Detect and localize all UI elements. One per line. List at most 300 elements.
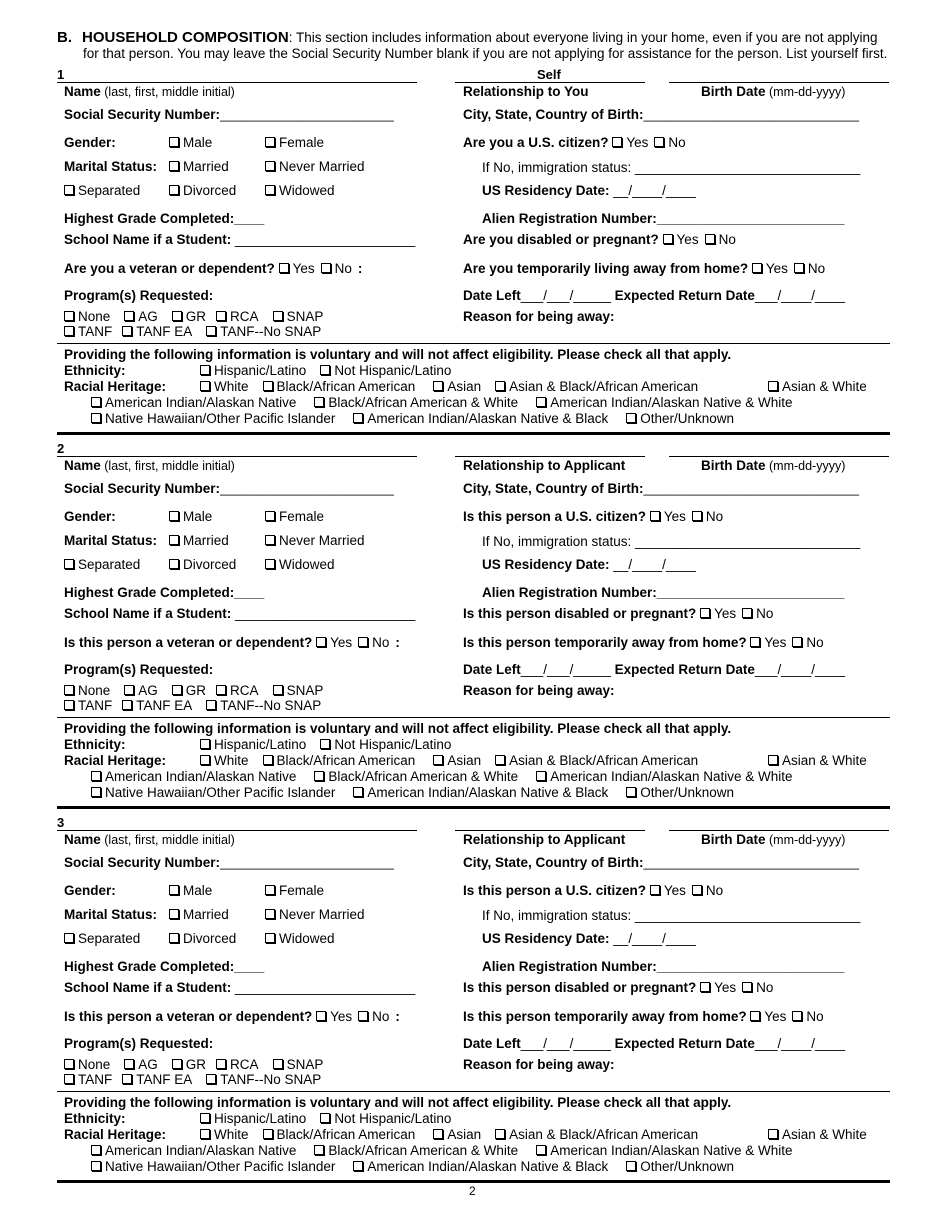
program-snap-checkbox-label: SNAP	[286, 309, 324, 324]
checkbox-icon[interactable]	[273, 685, 283, 695]
checkbox-icon[interactable]	[265, 885, 275, 895]
immigration-status-field[interactable]: If No, immigration status: ______________________________	[482, 160, 861, 175]
checkbox-icon[interactable]	[263, 1129, 273, 1139]
immigration-status-field[interactable]: If No, immigration status: ______________________________	[482, 534, 861, 549]
veteran-yes-checkbox-label: Yes	[292, 261, 315, 276]
checkbox-icon[interactable]	[495, 755, 505, 765]
checkbox-icon[interactable]	[750, 1011, 760, 1021]
birthplace-field[interactable]	[463, 107, 859, 122]
veteran-no-checkbox[interactable]	[321, 261, 352, 276]
checkbox-icon[interactable]	[169, 559, 179, 569]
checkbox-icon[interactable]	[200, 755, 210, 765]
program-rca-checkbox[interactable]	[216, 683, 259, 698]
away-no-checkbox[interactable]	[792, 1009, 823, 1024]
program-ag-checkbox-label: AG	[138, 309, 158, 324]
program-ag-checkbox[interactable]	[124, 309, 158, 324]
checkbox-icon[interactable]	[172, 1059, 182, 1069]
checkbox-icon[interactable]	[536, 397, 546, 407]
alien-registration-field[interactable]: Alien Registration Number:_________________________	[482, 585, 845, 600]
checkbox-icon[interactable]	[64, 185, 74, 195]
divorced-checkbox-label: Divorced	[183, 931, 237, 946]
widowed-checkbox-label: Widowed	[279, 183, 335, 198]
voluntary-notice: Providing the following information is voluntary and will not affect eligibility. Please check all that apply.	[64, 721, 732, 736]
checkbox-icon[interactable]	[122, 700, 132, 710]
program-tanf-ea-checkbox[interactable]	[122, 324, 192, 339]
checkbox-icon[interactable]	[265, 909, 275, 919]
voluntary-divider	[57, 1091, 890, 1092]
checkbox-icon[interactable]	[64, 326, 74, 336]
female-checkbox[interactable]	[265, 135, 324, 150]
checkbox-icon[interactable]	[495, 1129, 505, 1139]
checkbox-icon[interactable]	[64, 685, 74, 695]
white-checkbox-label: White	[214, 1127, 249, 1142]
never-married-checkbox[interactable]	[265, 907, 365, 922]
checkbox-icon[interactable]	[265, 161, 275, 171]
never-married-checkbox[interactable]	[265, 159, 365, 174]
checkbox-icon[interactable]	[768, 1129, 778, 1139]
white-checkbox[interactable]	[200, 379, 249, 394]
program-tanf-no-snap-checkbox[interactable]	[206, 698, 321, 713]
programs-row-1	[64, 1057, 323, 1072]
divorced-checkbox[interactable]	[169, 183, 236, 198]
racial-options-row-3	[91, 1159, 734, 1174]
citizen-no-checkbox-label: No	[705, 883, 724, 898]
white-checkbox[interactable]	[200, 1127, 249, 1142]
aian-white-checkbox[interactable]	[536, 395, 792, 410]
marital-label: Marital Status:	[64, 907, 158, 922]
disabled-no-checkbox[interactable]	[742, 606, 773, 621]
aian-white-checkbox[interactable]	[536, 769, 792, 784]
female-checkbox[interactable]	[265, 509, 324, 524]
aian-checkbox[interactable]	[91, 395, 296, 410]
residency-date-field[interactable]	[482, 183, 696, 198]
asian-white-checkbox[interactable]	[768, 753, 867, 768]
checkbox-icon[interactable]	[320, 1113, 330, 1123]
program-gr-checkbox[interactable]	[172, 1057, 206, 1072]
checkbox-icon[interactable]	[692, 511, 702, 521]
checkbox-icon[interactable]	[169, 161, 179, 171]
checkbox-icon[interactable]	[433, 1129, 443, 1139]
male-checkbox[interactable]	[169, 135, 212, 150]
separated-checkbox[interactable]	[64, 931, 140, 946]
black-white-checkbox[interactable]	[314, 1143, 518, 1158]
alien-registration-field[interactable]: Alien Registration Number:_________________________	[482, 211, 845, 226]
asian-white-checkbox[interactable]	[768, 379, 867, 394]
checkbox-icon[interactable]	[265, 559, 275, 569]
married-checkbox[interactable]	[169, 159, 229, 174]
checkbox-icon[interactable]	[124, 1059, 134, 1069]
program-snap-checkbox[interactable]	[273, 683, 324, 698]
other-unknown-checkbox[interactable]	[626, 1159, 734, 1174]
checkbox-icon[interactable]	[265, 933, 275, 943]
checkbox-icon[interactable]	[654, 137, 664, 147]
not-hispanic-checkbox[interactable]	[320, 737, 451, 752]
widowed-checkbox[interactable]	[265, 183, 335, 198]
checkbox-icon[interactable]	[124, 685, 134, 695]
aian-checkbox-label: American Indian/Alaskan Native	[105, 395, 297, 410]
program-rca-checkbox-label: RCA	[230, 309, 259, 324]
nhpi-checkbox[interactable]	[91, 411, 335, 426]
date-left-row[interactable]	[463, 662, 845, 677]
checkbox-icon[interactable]	[263, 381, 273, 391]
checkbox-icon[interactable]	[314, 1145, 324, 1155]
checkbox-icon[interactable]	[200, 381, 210, 391]
checkbox-icon[interactable]	[321, 263, 331, 273]
checkbox-icon[interactable]	[273, 311, 283, 321]
residency-date-field[interactable]	[482, 557, 696, 572]
veteran-question: Are you a veteran or dependent?	[64, 261, 275, 276]
checkbox-icon[interactable]	[64, 1074, 74, 1084]
asian-black-checkbox-label: Asian & Black/African American	[509, 753, 699, 768]
program-snap-checkbox[interactable]	[273, 309, 324, 324]
checkbox-icon[interactable]	[169, 137, 179, 147]
checkbox-icon[interactable]	[358, 1011, 368, 1021]
birth-date-label: Birth Date	[701, 832, 766, 847]
relationship-value[interactable]: Self	[537, 67, 561, 82]
checkbox-icon[interactable]	[206, 326, 216, 336]
checkbox-icon[interactable]	[626, 1161, 636, 1171]
citizen-no-checkbox[interactable]	[692, 883, 723, 898]
hispanic-checkbox[interactable]	[200, 363, 306, 378]
birth-date-label: Birth Date	[701, 458, 766, 473]
school-field[interactable]	[64, 980, 415, 995]
never-married-checkbox-label: Never Married	[279, 159, 365, 174]
black-checkbox[interactable]	[263, 1127, 416, 1142]
citizen-yes-checkbox[interactable]	[650, 883, 686, 898]
program-tanf-no-snap-checkbox-label: TANF--No SNAP	[220, 698, 322, 713]
checkbox-icon[interactable]	[792, 1011, 802, 1021]
nhpi-checkbox[interactable]	[91, 1159, 335, 1174]
marital-married	[169, 907, 229, 922]
checkbox-icon[interactable]	[216, 311, 226, 321]
checkbox-icon[interactable]	[265, 511, 275, 521]
asian-checkbox[interactable]	[433, 753, 481, 768]
veteran-no-checkbox[interactable]	[358, 1009, 389, 1024]
aian-white-checkbox[interactable]	[536, 1143, 792, 1158]
other-unknown-checkbox[interactable]	[626, 785, 734, 800]
disabled-no-checkbox[interactable]	[705, 232, 736, 247]
veteran-yes-checkbox[interactable]	[316, 1009, 352, 1024]
hispanic-checkbox[interactable]	[200, 737, 306, 752]
checkbox-icon[interactable]	[169, 535, 179, 545]
nhpi-checkbox[interactable]	[91, 785, 335, 800]
away-yes-checkbox[interactable]	[750, 1009, 786, 1024]
residency-label: US Residency Date:	[482, 557, 610, 572]
separated-checkbox[interactable]	[64, 557, 140, 572]
checkbox-icon[interactable]	[314, 771, 324, 781]
racial-heritage-label: Racial Heritage:	[64, 753, 167, 768]
voluntary-divider	[57, 343, 890, 344]
checkbox-icon[interactable]	[200, 365, 210, 375]
male-checkbox[interactable]	[169, 883, 212, 898]
school-label: School Name if a Student:	[64, 232, 232, 247]
checkbox-icon[interactable]	[263, 755, 273, 765]
program-snap-checkbox[interactable]	[273, 1057, 324, 1072]
away-yes-checkbox-label: Yes	[764, 1009, 787, 1024]
black-checkbox[interactable]	[263, 753, 416, 768]
away-yes-checkbox[interactable]	[752, 261, 788, 276]
checkbox-icon[interactable]	[320, 365, 330, 375]
aian-black-checkbox[interactable]	[353, 411, 608, 426]
checkbox-icon[interactable]	[626, 787, 636, 797]
checkbox-icon[interactable]	[705, 234, 715, 244]
asian-white-checkbox[interactable]	[768, 1127, 867, 1142]
disabled-no-checkbox[interactable]	[742, 980, 773, 995]
school-blank: ________________________	[231, 980, 416, 995]
citizen-no-checkbox[interactable]	[654, 135, 685, 150]
checkbox-icon[interactable]	[91, 1145, 101, 1155]
ssn-label: Social Security Number:	[64, 855, 221, 870]
checkbox-icon[interactable]	[358, 637, 368, 647]
checkbox-icon[interactable]	[612, 137, 622, 147]
checkbox-icon[interactable]	[316, 1011, 326, 1021]
not-hispanic-checkbox[interactable]	[320, 1111, 451, 1126]
widowed-checkbox[interactable]	[265, 557, 335, 572]
married-checkbox[interactable]	[169, 907, 229, 922]
program-none-checkbox[interactable]	[64, 683, 110, 698]
checkbox-icon[interactable]	[122, 1074, 132, 1084]
checkbox-icon[interactable]	[91, 1161, 101, 1171]
alien-registration-field[interactable]: Alien Registration Number:_________________________	[482, 959, 845, 974]
checkbox-icon[interactable]	[64, 311, 74, 321]
checkbox-icon[interactable]	[792, 637, 802, 647]
checkbox-icon[interactable]	[172, 685, 182, 695]
ssn-field[interactable]	[64, 107, 394, 122]
aian-checkbox[interactable]	[91, 769, 296, 784]
program-ag-checkbox-label: AG	[138, 1057, 158, 1072]
checkbox-icon[interactable]	[752, 263, 762, 273]
grade-field[interactable]: Highest Grade Completed:____	[64, 211, 265, 226]
checkbox-icon[interactable]	[169, 909, 179, 919]
relationship-line	[455, 830, 645, 831]
checkbox-icon[interactable]	[353, 413, 363, 423]
checkbox-icon[interactable]	[650, 511, 660, 521]
disabled-yes-checkbox[interactable]	[700, 980, 736, 995]
program-tanf-checkbox-label: TANF	[78, 1072, 113, 1087]
checkbox-icon[interactable]	[495, 381, 505, 391]
asian-checkbox-label: Asian	[447, 753, 482, 768]
aian-checkbox-label: American Indian/Alaskan Native	[105, 769, 297, 784]
program-tanf-checkbox[interactable]	[64, 324, 112, 339]
checkbox-icon[interactable]	[91, 413, 101, 423]
program-tanf-checkbox[interactable]	[64, 1072, 112, 1087]
program-tanf-no-snap-checkbox[interactable]	[206, 1072, 321, 1087]
checkbox-icon[interactable]	[433, 755, 443, 765]
not-hispanic-checkbox-label: Not Hispanic/Latino	[334, 1111, 452, 1126]
female-checkbox[interactable]	[265, 883, 324, 898]
checkbox-icon[interactable]	[265, 185, 275, 195]
asian-checkbox[interactable]	[433, 379, 481, 394]
checkbox-icon[interactable]	[200, 1129, 210, 1139]
grade-field[interactable]: Highest Grade Completed:____	[64, 959, 265, 974]
divorced-checkbox-label: Divorced	[183, 557, 237, 572]
marital-married	[169, 533, 229, 548]
grade-field[interactable]: Highest Grade Completed:____	[64, 585, 265, 600]
checkbox-icon[interactable]	[626, 413, 636, 423]
checkbox-icon[interactable]	[768, 381, 778, 391]
checkbox-icon[interactable]	[91, 397, 101, 407]
checkbox-icon[interactable]	[794, 263, 804, 273]
program-none-checkbox[interactable]	[64, 309, 110, 324]
program-ag-checkbox[interactable]	[124, 1057, 158, 1072]
checkbox-icon[interactable]	[64, 700, 74, 710]
asian-black-checkbox[interactable]	[495, 753, 698, 768]
divorced-checkbox[interactable]	[169, 931, 236, 946]
date-left-row[interactable]	[463, 1036, 845, 1051]
checkbox-icon[interactable]	[216, 1059, 226, 1069]
aian-black-checkbox[interactable]	[353, 785, 608, 800]
birth-date-hint: (mm-dd-yyyy)	[765, 459, 846, 473]
black-white-checkbox[interactable]	[314, 769, 518, 784]
checkbox-icon[interactable]	[64, 1059, 74, 1069]
birthplace-field[interactable]	[463, 855, 859, 870]
program-none-checkbox-label: None	[78, 309, 111, 324]
veteran-yes-checkbox-label: Yes	[330, 635, 353, 650]
veteran-colon: :	[357, 261, 363, 276]
disabled-yes-checkbox[interactable]	[700, 606, 736, 621]
checkbox-icon[interactable]	[314, 397, 324, 407]
birth-date-label-row	[701, 84, 845, 99]
citizen-question: Are you a U.S. citizen?	[463, 135, 609, 150]
checkbox-icon[interactable]	[700, 608, 710, 618]
checkbox-icon[interactable]	[265, 535, 275, 545]
program-none-checkbox[interactable]	[64, 1057, 110, 1072]
checkbox-icon[interactable]	[353, 787, 363, 797]
away-question: Is this person temporarily away from home?	[463, 1009, 747, 1024]
checkbox-icon[interactable]	[692, 885, 702, 895]
checkbox-icon[interactable]	[536, 771, 546, 781]
program-tanf-ea-checkbox[interactable]	[122, 698, 192, 713]
checkbox-icon[interactable]	[663, 234, 673, 244]
female-checkbox-label: Female	[279, 135, 325, 150]
other-unknown-checkbox[interactable]	[626, 411, 734, 426]
black-checkbox[interactable]	[263, 379, 416, 394]
checkbox-icon[interactable]	[433, 381, 443, 391]
checkbox-icon[interactable]	[750, 637, 760, 647]
checkbox-icon[interactable]	[200, 1113, 210, 1123]
never-married-checkbox[interactable]	[265, 533, 365, 548]
veteran-yes-checkbox[interactable]	[316, 635, 352, 650]
reason-away-field[interactable]: Reason for being away:	[463, 309, 615, 324]
program-rca-checkbox[interactable]	[216, 1057, 259, 1072]
program-tanf-checkbox[interactable]	[64, 698, 112, 713]
name-label-row	[64, 832, 235, 847]
reason-away-field[interactable]: Reason for being away:	[463, 683, 615, 698]
checkbox-icon[interactable]	[320, 739, 330, 749]
checkbox-icon[interactable]	[200, 739, 210, 749]
checkbox-icon[interactable]	[91, 771, 101, 781]
widowed-checkbox[interactable]	[265, 931, 335, 946]
checkbox-icon[interactable]	[353, 1161, 363, 1171]
checkbox-icon[interactable]	[316, 637, 326, 647]
residency-label: US Residency Date:	[482, 931, 610, 946]
program-snap-checkbox-label: SNAP	[286, 683, 324, 698]
other-unknown-checkbox-label: Other/Unknown	[640, 411, 735, 426]
checkbox-icon[interactable]	[265, 137, 275, 147]
asian-black-checkbox[interactable]	[495, 1127, 698, 1142]
checkbox-icon[interactable]	[700, 982, 710, 992]
checkbox-icon[interactable]	[216, 685, 226, 695]
citizen-yes-checkbox-label: Yes	[626, 135, 649, 150]
disabled-yes-checkbox[interactable]	[663, 232, 699, 247]
ssn-field[interactable]	[64, 855, 394, 870]
school-field[interactable]	[64, 232, 415, 247]
programs-row-2	[64, 698, 321, 713]
veteran-yes-checkbox-label: Yes	[330, 1009, 353, 1024]
checkbox-icon[interactable]	[122, 326, 132, 336]
hispanic-checkbox[interactable]	[200, 1111, 306, 1126]
divorced-checkbox[interactable]	[169, 557, 236, 572]
white-checkbox[interactable]	[200, 753, 249, 768]
citizen-yes-checkbox[interactable]	[650, 509, 686, 524]
date-left-row[interactable]	[463, 288, 845, 303]
reason-away-field[interactable]: Reason for being away:	[463, 1057, 615, 1072]
married-checkbox[interactable]	[169, 533, 229, 548]
checkbox-icon[interactable]	[169, 511, 179, 521]
program-ag-checkbox[interactable]	[124, 683, 158, 698]
aian-white-checkbox-label: American Indian/Alaskan Native & White	[550, 769, 793, 784]
checkbox-icon[interactable]	[172, 311, 182, 321]
program-gr-checkbox[interactable]	[172, 683, 206, 698]
aian-black-checkbox[interactable]	[353, 1159, 608, 1174]
program-gr-checkbox[interactable]	[172, 309, 206, 324]
checkbox-icon[interactable]	[206, 700, 216, 710]
veteran-no-checkbox[interactable]	[358, 635, 389, 650]
program-rca-checkbox[interactable]	[216, 309, 259, 324]
checkbox-icon[interactable]	[768, 755, 778, 765]
away-row	[463, 635, 824, 650]
checkbox-icon[interactable]	[536, 1145, 546, 1155]
program-tanf-no-snap-checkbox[interactable]	[206, 324, 321, 339]
checkbox-icon[interactable]	[273, 1059, 283, 1069]
program-rca-checkbox-label: RCA	[230, 683, 259, 698]
checkbox-icon[interactable]	[64, 559, 74, 569]
away-no-checkbox[interactable]	[792, 635, 823, 650]
checkbox-icon[interactable]	[742, 608, 752, 618]
member-number: 1	[57, 67, 65, 82]
checkbox-icon[interactable]	[279, 263, 289, 273]
not-hispanic-checkbox[interactable]	[320, 363, 451, 378]
immigration-status-field[interactable]: If No, immigration status: ______________________________	[482, 908, 861, 923]
checkbox-icon[interactable]	[91, 787, 101, 797]
black-white-checkbox[interactable]	[314, 395, 518, 410]
citizen-yes-checkbox[interactable]	[612, 135, 648, 150]
asian-checkbox[interactable]	[433, 1127, 481, 1142]
away-no-checkbox[interactable]	[794, 261, 825, 276]
checkbox-icon[interactable]	[650, 885, 660, 895]
veteran-yes-checkbox[interactable]	[279, 261, 315, 276]
ssn-field[interactable]	[64, 481, 394, 496]
program-tanf-ea-checkbox[interactable]	[122, 1072, 192, 1087]
married-checkbox-label: Married	[183, 907, 229, 922]
checkbox-icon[interactable]	[206, 1074, 216, 1084]
checkbox-icon[interactable]	[169, 885, 179, 895]
checkbox-icon[interactable]	[124, 311, 134, 321]
separated-checkbox[interactable]	[64, 183, 140, 198]
checkbox-icon[interactable]	[742, 982, 752, 992]
residency-date-field[interactable]	[482, 931, 696, 946]
checkbox-icon[interactable]	[169, 933, 179, 943]
checkbox-icon[interactable]	[169, 185, 179, 195]
male-checkbox[interactable]	[169, 509, 212, 524]
school-field[interactable]	[64, 606, 415, 621]
citizen-no-checkbox[interactable]	[692, 509, 723, 524]
aian-checkbox[interactable]	[91, 1143, 296, 1158]
checkbox-icon[interactable]	[64, 933, 74, 943]
asian-black-checkbox[interactable]	[495, 379, 698, 394]
away-yes-checkbox[interactable]	[750, 635, 786, 650]
birthplace-field[interactable]	[463, 481, 859, 496]
